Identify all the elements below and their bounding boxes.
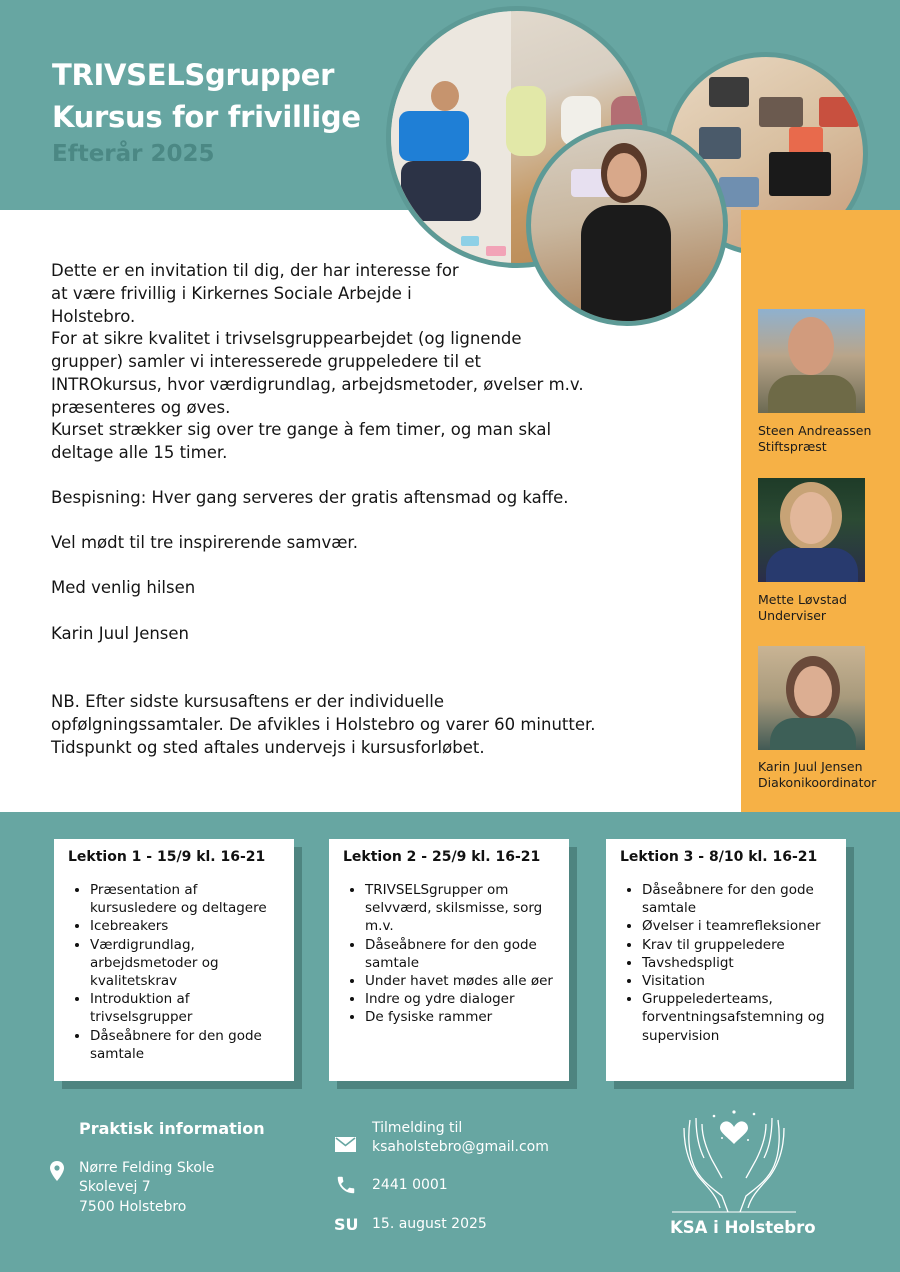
avatar [758, 309, 865, 413]
signature: Karin Juul Jensen [51, 624, 190, 643]
lesson-card-1 [54, 839, 294, 1081]
list-item: • Dåseåbnere for den gode samtale [365, 936, 555, 972]
season-label: Efterår 2025 [52, 141, 215, 167]
list-item: • Dåseåbnere for den gode samtale [90, 1027, 280, 1063]
address-line-2: Skolevej 7 [79, 1179, 151, 1195]
list-item: • Visitation [642, 972, 832, 990]
presenter-name: Mette Løvstad [758, 592, 847, 607]
lesson-topics [620, 881, 832, 1045]
page-subtitle: Kursus for frivillige [52, 100, 361, 134]
lesson-title: Lektion 2 - 25/9 kl. 16-21 [343, 849, 541, 865]
list-item: • Gruppelederteams, forventningsafstemning og supervision [642, 990, 832, 1045]
lesson-title: Lektion 1 - 15/9 kl. 16-21 [68, 849, 266, 865]
list-item: • Icebreakers [90, 917, 280, 935]
page-title: TRIVSELSgrupper [52, 58, 335, 92]
presenter-name: Karin Juul Jensen [758, 759, 863, 774]
list-item: • Introduktion af trivselsgrupper [90, 990, 280, 1026]
list-item: • Krav til gruppeledere [642, 936, 832, 954]
list-item: • Værdigrundlag, arbejdsmetoder og kvalitetskrav [90, 936, 280, 991]
list-item: • De fysiske rammer [365, 1008, 555, 1026]
avatar [758, 478, 865, 582]
list-item: • Indre og ydre dialoger [365, 990, 555, 1008]
lesson-title: Lektion 3 - 8/10 kl. 16-21 [620, 849, 818, 865]
signup-label: Tilmelding til [372, 1120, 463, 1136]
location-pin-icon [50, 1161, 64, 1181]
presenter-name: Steen Andreassen [758, 423, 872, 438]
lesson-card-2 [329, 839, 569, 1081]
presenter-role: Stiftspræst [758, 439, 827, 454]
list-item: • Dåseåbnere for den gode samtale [642, 881, 832, 917]
address-line-3: 7500 Holstebro [79, 1199, 187, 1215]
food-paragraph: Bespisning: Hver gang serveres der gratis aftensmad og kaffe. [51, 488, 569, 507]
practical-title: Praktisk information [79, 1119, 265, 1138]
list-item: • Tavshedspligt [642, 954, 832, 972]
welcome-paragraph: Vel mødt til tre inspirerende samvær. [51, 533, 358, 552]
avatar [758, 646, 865, 750]
phone-number[interactable]: 2441 0001 [372, 1177, 448, 1193]
duration-paragraph: Kurset strækker sig over tre gange à fem timer, og man skal deltage alle 15 timer. [51, 420, 552, 462]
lesson-card-3 [606, 839, 846, 1081]
list-item: • TRIVSELSgrupper om selvværd, skilsmisse, sorg m.v. [365, 881, 555, 936]
list-item: • Præsentation af kursusledere og deltagere [90, 881, 280, 917]
intro-paragraph: Dette er en invitation til dig, der har interesse for at være frivillig i Kirkernes Sociale Arbejde i Holstebro. [51, 261, 459, 326]
lesson-topics [68, 881, 280, 1063]
presenter-role: Diakonikoordinator [758, 775, 877, 790]
speaker-photo [526, 124, 728, 326]
list-item: • Under havet mødes alle øer [365, 972, 555, 990]
signup-email[interactable]: ksaholstebro@gmail.com [372, 1139, 549, 1155]
lesson-topics [343, 881, 555, 1027]
greeting: Med venlig hilsen [51, 578, 196, 597]
envelope-icon [335, 1137, 356, 1152]
phone-icon [335, 1174, 357, 1196]
address-line-1: Nørre Felding Skole [79, 1160, 215, 1176]
ksa-logo-text: KSA i Holstebro [670, 1218, 816, 1237]
note-paragraph: NB. Efter sidste kursusaftens er der individuelle opfølgningssamtaler. De afvikles i Holstebro og varer 60 minutter. Tidspunkt og sted aftales undervejs i kursusforløbet. [51, 692, 596, 757]
heart-hands-icon [670, 1108, 798, 1216]
list-item: • Øvelser i teamrefleksioner [642, 917, 832, 935]
deadline-date: 15. august 2025 [372, 1216, 487, 1232]
deadline-label: SU [334, 1215, 359, 1234]
presenter-role: Underviser [758, 608, 827, 623]
purpose-paragraph: For at sikre kvalitet i trivselsgruppearbejdet (og lignende grupper) samler vi interesserede gruppeledere til et INTROkursus, hvor værdigrundlag, arbejdsmetoder, øvelser m.v. præsenteres og øves. [51, 329, 584, 417]
